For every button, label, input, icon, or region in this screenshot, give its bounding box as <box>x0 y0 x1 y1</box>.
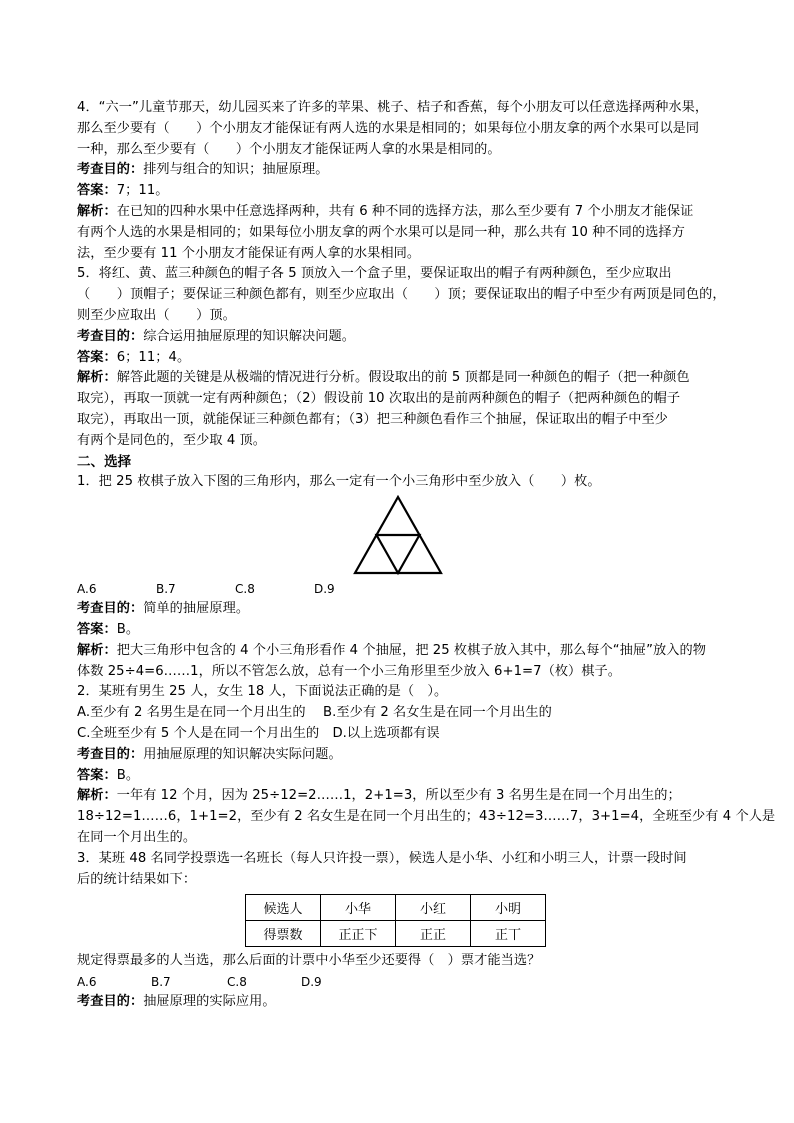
q5-purpose <box>77 327 722 348</box>
c1-analysis-line-1 <box>77 641 722 662</box>
table-cell: 正正 <box>396 921 471 947</box>
inner-triangle <box>377 535 420 573</box>
analysis-text: 解答此题的关键是从极端的情况进行分析。假设取出的前 5 顶都是同一种颜色的帽子（把一种颜色 <box>116 370 690 386</box>
q5-analysis-line-3: 取完），再取出一顶，就能保证三种颜色都有；（3）把三种颜色看作三个抽屉，保证取出的帽子中至少 <box>77 411 668 427</box>
table-header-row <box>246 895 546 921</box>
c3-stem-line-2: 后的统计结果如下： <box>77 871 197 887</box>
answer-label: 答案： <box>77 183 117 199</box>
q5-analysis-line-4: 有两个是同色的，至少取 4 顶。 <box>77 432 267 448</box>
c1-options <box>77 579 722 599</box>
answer-text: B。 <box>116 621 140 637</box>
table-cell: 候选人 <box>246 895 321 921</box>
c3-options <box>77 972 722 992</box>
table-cell: 小华 <box>321 895 396 921</box>
c3-stem-line-1: 3．某班 48 名同学投票选一名班长（每人只许投一票），候选人是小华、小红和小明三人，计票一段时间 <box>77 850 687 866</box>
c2-analysis-line-3: 在同一个月出生的。 <box>77 829 197 845</box>
document-page <box>77 98 776 1013</box>
option-c: C.8 <box>227 975 247 990</box>
q4-analysis-line-3: 法，至少要有 11 个小朋友才能保证有两人拿的水果相同。 <box>77 245 421 261</box>
table-cell: 得票数 <box>246 921 321 947</box>
c2-answer <box>77 766 722 787</box>
purpose-label: 考查目的： <box>77 746 144 762</box>
c3-purpose <box>77 992 722 1013</box>
q4-stem-line-3: 一种，那么至少要有（ ）个小朋友才能保证两人拿的水果是相同的。 <box>77 141 501 157</box>
purpose-label: 考查目的： <box>77 994 144 1010</box>
c1-stem: 1．把 25 枚棋子放入下图的三角形内，那么一定有一个小三角形中至少放入（ ）枚。 <box>77 474 601 490</box>
triangle-diagram <box>353 495 443 577</box>
analysis-label: 解析： <box>77 203 117 219</box>
purpose-text: 排列与组合的知识；抽屉原理。 <box>143 162 329 178</box>
c2-analysis-line-2: 18÷12=1……6，1+1=2，至少有 2 名女生是在同一个月出生的；43÷12=3……7，3+1=4，全班至少有 4 个人是 <box>77 809 776 825</box>
analysis-text: 一年有 12 个月，因为 25÷12=2……1，2+1=3，所以至少有 3 名男生是在同一个月出生的； <box>116 788 681 804</box>
answer-label: 答案： <box>77 621 117 637</box>
table-row <box>246 921 546 947</box>
q5-answer <box>77 348 722 369</box>
answer-text: 6；11；4。 <box>116 349 191 365</box>
purpose-text: 用抽屉原理的知识解决实际问题。 <box>143 746 342 762</box>
option-a: A.6 <box>77 975 97 990</box>
c2-purpose <box>77 745 722 766</box>
c2-options-line-2: C.全班至少有 5 个人是在同一个月出生的 D.以上选项都有误 <box>77 725 440 741</box>
q4-stem-line-1: 4．“六一”儿童节那天，幼儿园买来了许多的苹果、桃子、桔子和香蕉，每个小朋友可以任意选择两种水果， <box>77 100 709 115</box>
option-d: D.9 <box>314 582 335 597</box>
section-title: 二、选择 <box>77 453 132 470</box>
c2-analysis-line-1 <box>77 786 722 807</box>
analysis-label: 解析： <box>77 642 117 658</box>
table-cell: 正正下 <box>321 921 396 947</box>
q5-analysis-line-1 <box>77 368 722 389</box>
answer-text: B。 <box>116 767 140 783</box>
c3-question: 规定得票最多的人当选，那么后面的计票中小华至少还要得（ ）票才能当选？ <box>77 953 541 969</box>
vote-table <box>245 894 546 947</box>
c2-options-line-1: A.至少有 2 名男生是在同一个月出生的 B.至少有 2 名女生是在同一个月出生的 <box>77 705 552 721</box>
q4-analysis-line-2: 有两个人选的水果是相同的；如果每位小朋友拿的两个水果可以是同一种，那么共有 10 种不同的选择方 <box>77 224 685 240</box>
q5-stem-line-2: （ ）顶帽子；要保证三种颜色都有，则至少应取出（ ）顶；要保证取出的帽子中至少有两顶是同色的， <box>77 287 726 303</box>
analysis-label: 解析： <box>77 788 117 804</box>
option-b: B.7 <box>156 582 176 597</box>
q5-analysis-line-2: 取完），再取一顶就一定有两种颜色；（2）假设前 10 次取出的是前两种颜色的帽子（把两种颜色的帽子 <box>77 391 681 407</box>
purpose-text: 抽屉原理的实际应用。 <box>143 994 276 1010</box>
triangle-figure <box>77 493 722 579</box>
table-cell: 正丅 <box>471 921 546 947</box>
q5-stem-line-1: 5．将红、黄、蓝三种颜色的帽子各 5 顶放入一个盒子里，要保证取出的帽子有两种颜色，至少应取出 <box>77 266 672 282</box>
option-c: C.8 <box>235 582 255 597</box>
analysis-label: 解析： <box>77 370 117 386</box>
c1-answer <box>77 620 722 641</box>
c1-analysis-line-2: 体数 25÷4=6……1，所以不管怎么放，总有一个小三角形里至少放入 6+1=7（枚）棋子。 <box>77 663 622 679</box>
purpose-text: 综合运用抽屉原理的知识解决问题。 <box>143 328 355 344</box>
purpose-label: 考查目的： <box>77 162 144 178</box>
q4-answer <box>77 181 722 202</box>
q5-stem-line-3: 则至少应取出（ ）顶。 <box>77 307 236 323</box>
option-b: B.7 <box>151 975 171 990</box>
q4-stem-line-2: 那么至少要有（ ）个小朋友才能保证有两人选的水果是相同的；如果每位小朋友拿的两个水果可以是同 <box>77 120 700 136</box>
analysis-text: 在已知的四种水果中任意选择两种，共有 6 种不同的选择方法，那么至少要有 7 个小朋友才能保证 <box>116 203 694 219</box>
answer-label: 答案： <box>77 767 117 783</box>
table-cell: 小红 <box>396 895 471 921</box>
c2-stem: 2．某班有男生 25 人，女生 18 人，下面说法正确的是（ ）。 <box>77 684 448 700</box>
purpose-text: 简单的抽屉原理。 <box>143 601 250 617</box>
analysis-text: 把大三角形中包含的 4 个小三角形看作 4 个抽屉，把 25 枚棋子放入其中，那么每个“抽屉”放入的物 <box>116 642 706 658</box>
q4-purpose <box>77 160 722 181</box>
purpose-label: 考查目的： <box>77 601 144 617</box>
option-d: D.9 <box>301 975 322 990</box>
c1-purpose <box>77 599 722 620</box>
answer-label: 答案： <box>77 349 117 365</box>
answer-text: 7；11。 <box>116 183 169 199</box>
purpose-label: 考查目的： <box>77 328 144 344</box>
q4-analysis-line-1 <box>77 202 722 223</box>
table-cell: 小明 <box>471 895 546 921</box>
option-a: A.6 <box>77 582 97 597</box>
